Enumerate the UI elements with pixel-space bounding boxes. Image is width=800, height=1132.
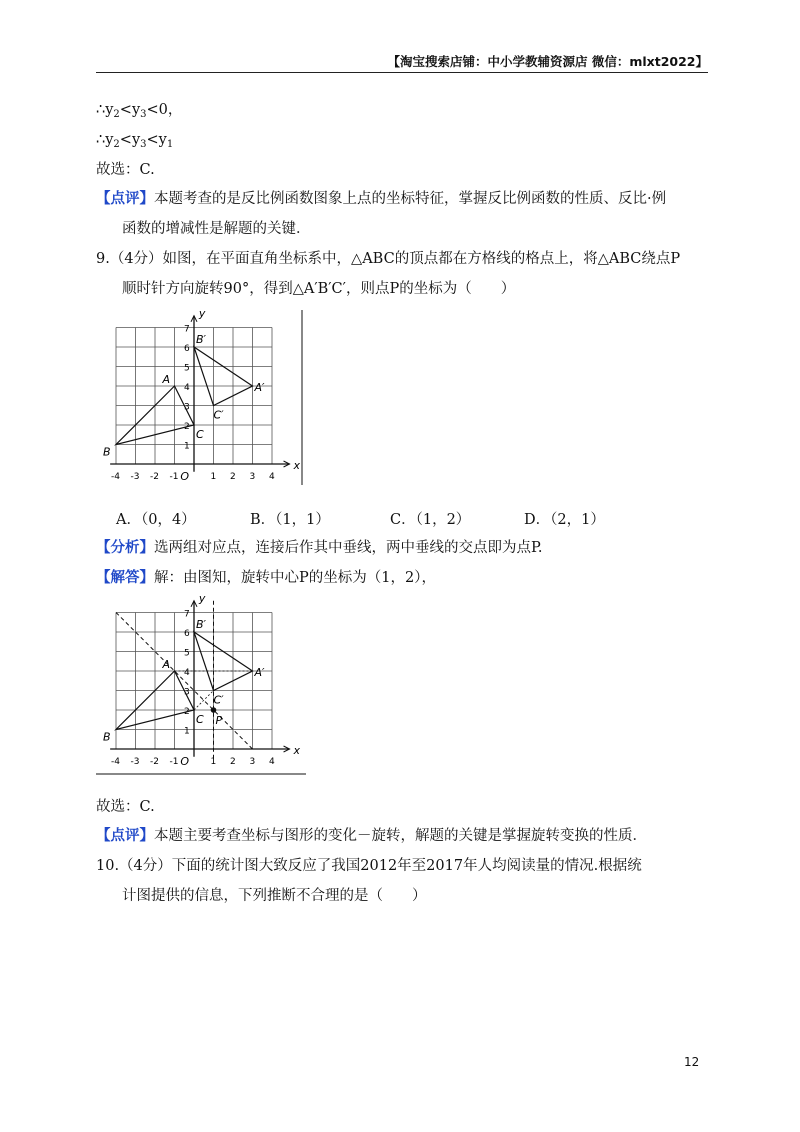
x-tick-label: -3 (130, 757, 140, 767)
y-tick-label: 1 (184, 726, 190, 737)
y-tick-label: 6 (184, 629, 190, 639)
rotation-center-point (211, 707, 217, 713)
comment-line-2: 函数的增减性是解题的关键． (122, 221, 311, 237)
x-tick-label: 2 (230, 757, 236, 767)
origin-label: O (180, 755, 190, 768)
point-label-a: A (162, 373, 171, 386)
point-label-a: A (162, 658, 171, 671)
x-tick-label: -1 (169, 757, 179, 767)
y-tick-label: 4 (184, 668, 190, 678)
point-label-c: C (196, 428, 204, 441)
header-rule (96, 72, 708, 73)
y-tick-label: 7 (184, 324, 190, 335)
point-label-a-prime: A′ (254, 381, 265, 394)
final-comment-tag: 【点评】 (96, 827, 154, 844)
text-line-3: 故选：C. (96, 162, 155, 178)
question-10-line-1: 10.（4分）下面的统计图大致反应了我国2012年至2017年人均阅读量的情况.根据统 (96, 858, 642, 874)
final-comment-line: 【点评】本题主要考查坐标与图形的变化－旋转，解题的关键是掌握旋转变换的性质． (96, 827, 647, 844)
y-tick-label: 2 (184, 707, 190, 717)
y-tick-label: 1 (184, 441, 190, 452)
x-axis-label: x (293, 744, 300, 757)
point-label-c: C (196, 713, 204, 726)
question-10-line-2: 计图提供的信息，下列推断不合理的是（ ） (122, 888, 427, 904)
y-tick-label: 4 (184, 383, 190, 393)
choice-line: 故选：C. (96, 799, 155, 815)
question-figure (96, 305, 316, 490)
page-header: 【淘宝搜索店铺：中小学教辅资源店 微信：mlxt2022】 (387, 54, 708, 69)
text-line-1: $\therefore y_2<y_3<0$， (96, 102, 183, 120)
x-tick-label: 3 (249, 472, 256, 482)
page-number: 12 (684, 1055, 700, 1069)
x-tick-label: 1 (210, 757, 217, 767)
origin-label: O (180, 470, 190, 483)
option-a: A．（0，4） (116, 512, 196, 528)
y-tick-label: 3 (184, 402, 190, 413)
option-b: B．（1，1） (250, 512, 330, 528)
x-tick-label: 2 (230, 472, 236, 482)
x-tick-label: 4 (269, 472, 275, 482)
y-axis-label: y (198, 591, 206, 605)
question-9-line-2: 顺时针方向旋转90°，得到△A′B′C′，则点P的坐标为（ ） (122, 281, 516, 297)
comment-line-1: 【点评】本题考查的是反比例函数图象上点的坐标特征，掌握反比例函数的性质、反比·例 (96, 190, 667, 207)
x-tick-label: -2 (150, 757, 159, 767)
analysis-line: 【分析】选两组对应点，连接后作其中垂线，两中垂线的交点即为点P. (96, 539, 543, 556)
point-label-c-prime: C′ (213, 408, 224, 422)
triangle-a-prime-b-prime-c-prime (194, 632, 253, 691)
comment-tag: 【点评】 (96, 190, 154, 207)
y-axis-label: y (198, 306, 206, 320)
x-tick-label: 3 (249, 757, 256, 767)
x-axis-label: x (293, 459, 300, 472)
point-label-b: B (103, 445, 111, 459)
x-tick-label: -3 (130, 472, 140, 482)
point-label-p: P (215, 714, 223, 727)
y-tick-label: 3 (184, 687, 190, 698)
point-label-b-prime: B′ (196, 333, 207, 346)
y-tick-label: 5 (184, 648, 190, 659)
point-label-a-prime: A′ (254, 666, 265, 679)
option-c: C．（1，2） (390, 512, 471, 528)
triangle-a-prime-b-prime-c-prime (194, 347, 253, 406)
x-tick-label: -4 (111, 757, 120, 767)
question-9-line-1: 9.（4分）如图，在平面直角坐标系中，△ABC的顶点都在方格线的格点上，将△ABC绕点P (96, 251, 681, 267)
x-tick-label: -2 (150, 472, 159, 482)
y-tick-label: 7 (184, 609, 190, 620)
point-label-b: B (103, 730, 111, 744)
x-tick-label: 1 (210, 472, 217, 482)
point-label-c-prime: C′ (213, 693, 224, 707)
point-label-b-prime: B′ (196, 618, 207, 631)
option-d: D．（2，1） (524, 512, 605, 528)
answer-tag: 【解答】 (96, 569, 154, 586)
y-tick-label: 2 (184, 422, 190, 432)
analysis-tag: 【分析】 (96, 539, 154, 556)
x-tick-label: -1 (169, 472, 179, 482)
y-tick-label: 5 (184, 363, 190, 374)
solution-figure (96, 590, 316, 780)
answer-line: 【解答】解：由图知，旋转中心P的坐标为（1，2）， (96, 569, 436, 586)
x-tick-label: 4 (269, 757, 275, 767)
y-tick-label: 6 (184, 344, 190, 354)
x-tick-label: -4 (111, 472, 120, 482)
text-line-2: $\therefore y_2<y_3<y_1$ (96, 132, 174, 150)
